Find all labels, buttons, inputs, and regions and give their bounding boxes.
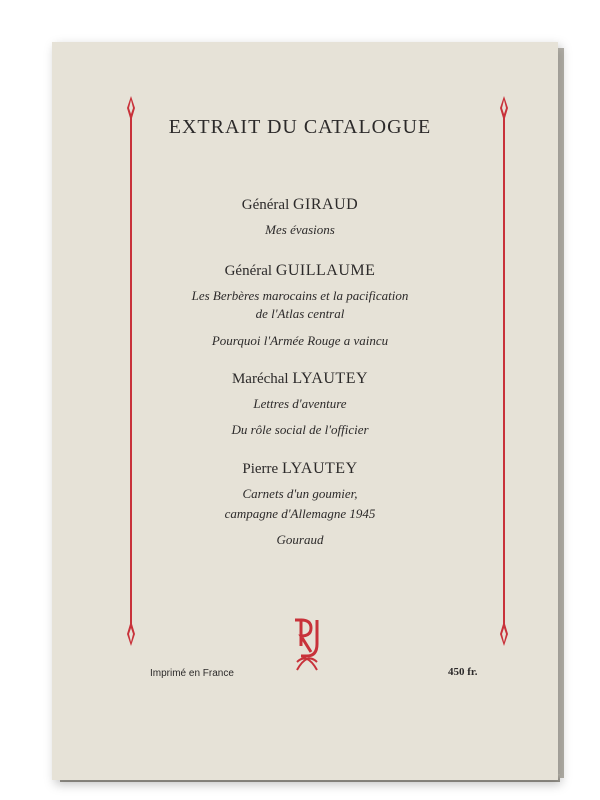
author-name: LYAUTEY — [281, 460, 358, 477]
work-title: Lettres d'aventure — [253, 396, 347, 411]
printed-in-france: Imprimé en France — [150, 668, 234, 679]
author-name: LYAUTEY — [292, 370, 369, 387]
catalogue-title: EXTRAIT DU CATALOGUE — [168, 116, 432, 138]
work-title: campagne d'Allemagne 1945 — [224, 506, 376, 521]
work-title: Gouraud — [276, 532, 324, 547]
price-label: 450 fr. — [448, 666, 478, 678]
work-title: Mes évasions — [265, 222, 335, 237]
author-name: GIRAUD — [293, 196, 359, 213]
author-prefix: Général — [224, 263, 273, 279]
author-guillaume — [0, 262, 600, 280]
work-title: Les Berbères marocains et la pacification — [191, 288, 409, 303]
author-prefix: Maréchal — [231, 371, 289, 387]
author-pierre-lyautey — [0, 460, 600, 478]
author-marechal-lyautey — [0, 370, 600, 388]
publisher-logo — [287, 616, 327, 672]
work-title: Du rôle social de l'officier — [231, 422, 369, 437]
author-giraud — [0, 196, 600, 214]
work-title: de l'Atlas central — [255, 306, 345, 321]
author-prefix: Pierre — [242, 461, 279, 477]
work-title: Pourquoi l'Armée Rouge a vaincu — [211, 333, 389, 348]
author-prefix: Général — [241, 197, 290, 213]
work-title: Carnets d'un goumier, — [242, 486, 358, 501]
author-name: GUILLAUME — [275, 262, 376, 279]
